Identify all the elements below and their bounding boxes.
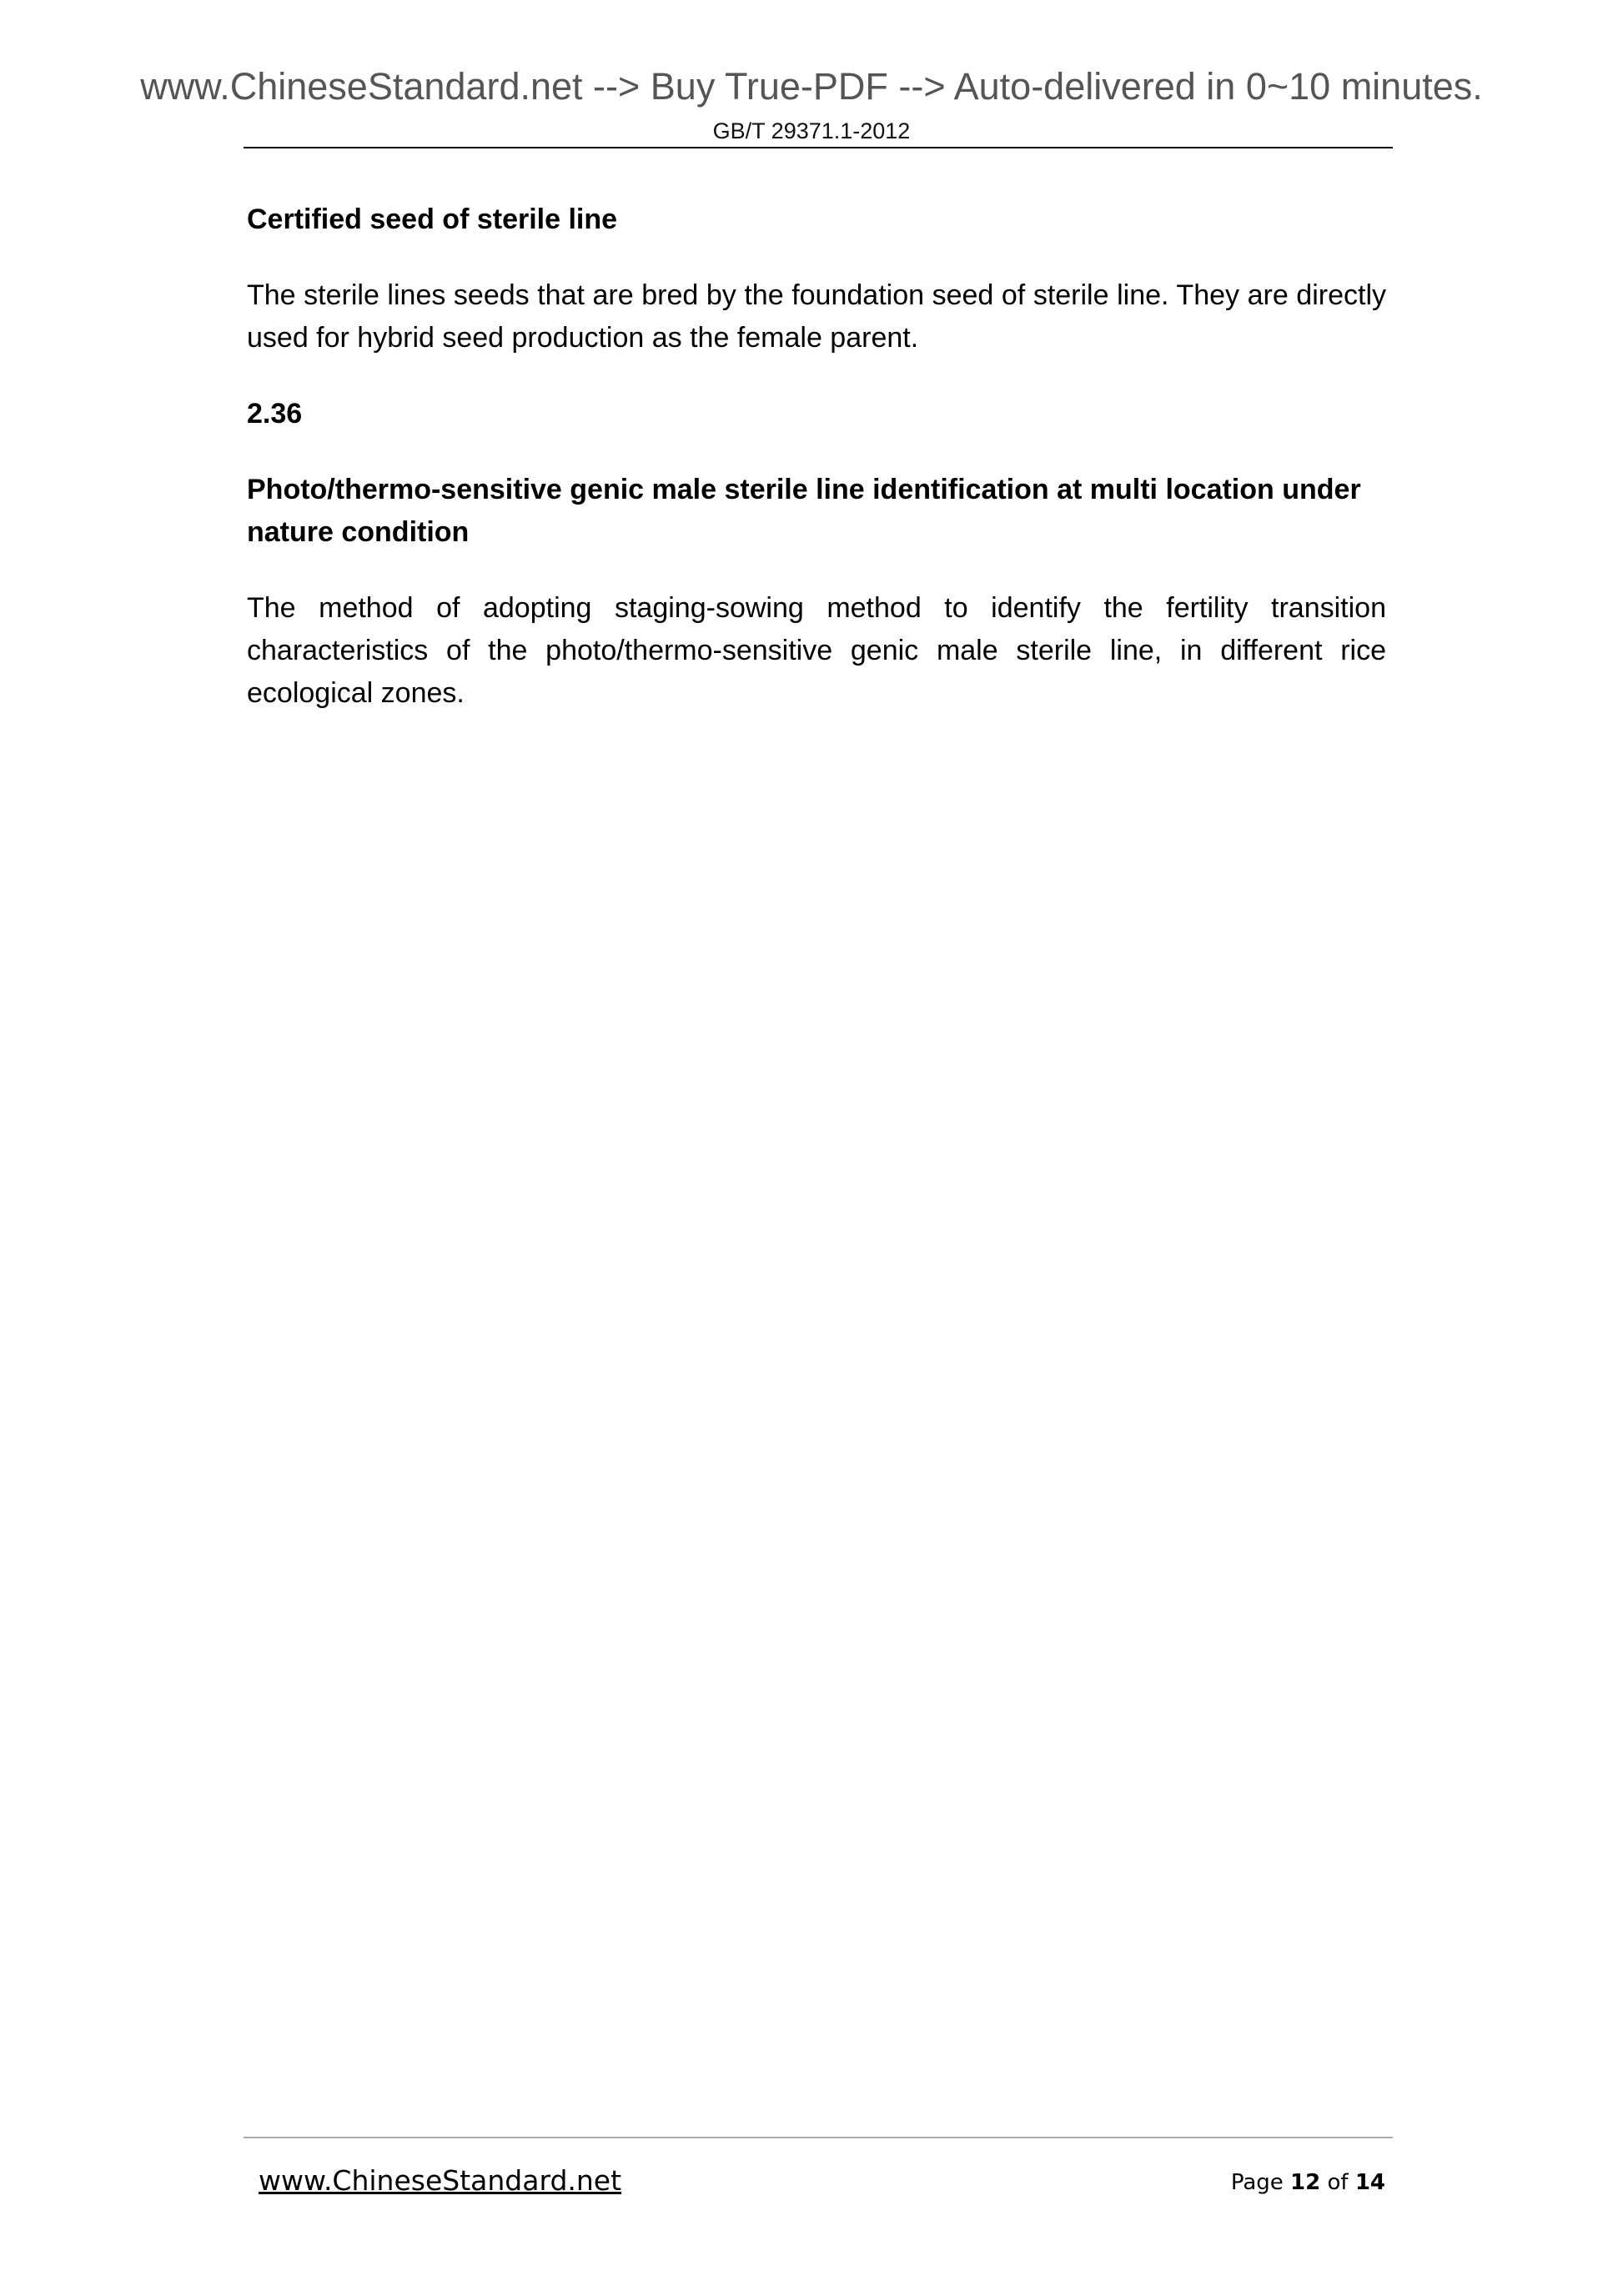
page-number: [1231, 2168, 1385, 2197]
standard-code: GB/T 29371.1-2012: [712, 118, 911, 143]
term-definition-certified-seed: The sterile lines seeds that are bred by the foundation seed of sterile line. They are directly used for hybrid seed production as the female parent.: [247, 279, 1386, 354]
footer-divider: [244, 2137, 1393, 2138]
term-title-certified-seed: Certified seed of sterile line: [247, 203, 618, 235]
clause-number: 2.36: [247, 398, 303, 430]
term-definition-ptgms-identification: The method of adopting staging-sowing method to identify the fertility transition characteristics of the photo/thermo-sensitive genic male sterile line, in different rice ecological zones.: [247, 592, 1386, 709]
term-title-ptgms-identification: Photo/thermo-sensitive genic male sterile line identification at multi location under nature condition: [247, 474, 1361, 548]
footer-site-link[interactable]: www.ChineseStandard.net: [259, 2164, 622, 2197]
header-divider: [244, 147, 1393, 148]
page-body: [247, 198, 1386, 715]
page-of: of: [1327, 2170, 1349, 2195]
page-prefix: Page: [1230, 2170, 1284, 2195]
header-banner: www.ChineseStandard.net --> Buy True-PDF --> Auto-delivered in 0~10 minutes.: [140, 65, 1483, 108]
page-total: 14: [1354, 2170, 1385, 2195]
page-current: 12: [1290, 2170, 1321, 2195]
